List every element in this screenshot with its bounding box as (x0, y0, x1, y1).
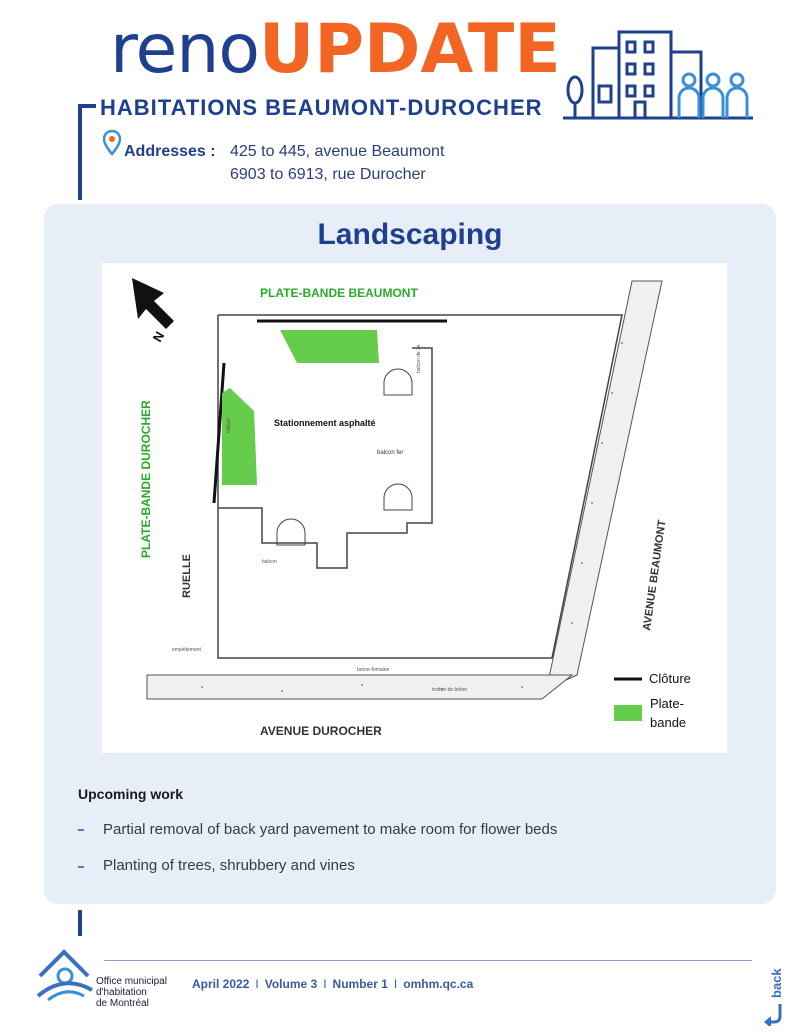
label-cloture-small: clôture (226, 417, 232, 433)
north-label: N (149, 328, 168, 345)
org-line-1: Office municipal (96, 976, 167, 987)
title-bold: UPDATE (259, 10, 561, 89)
issue-volume: Volume 3 (264, 977, 318, 991)
label-plate-bande-beaumont: PLATE-BANDE BEAUMONT (260, 286, 418, 300)
label-balcon: balcon (262, 559, 277, 565)
label-trottoir: trottoir de béton (432, 687, 468, 693)
accent-vertical-bar (78, 104, 82, 200)
upcoming-work-title: Upcoming work (78, 786, 184, 802)
label-plate-bande-durocher: PLATE-BANDE DUROCHER (139, 400, 153, 558)
label-borne-fontaine: borne-fontaine (357, 667, 390, 673)
label-ruelle: RUELLE (181, 554, 193, 598)
legend-fence-label: Clôture (649, 671, 691, 686)
issue-number: Number 1 (332, 977, 388, 991)
bullet-dash (78, 866, 84, 868)
footer-divider (104, 960, 752, 961)
buildings-people-icon (563, 28, 753, 124)
flower-bed-beaumont (280, 330, 379, 363)
accent-vertical-bar-bottom (78, 910, 82, 936)
label-balcon-fer: balcon fer (377, 450, 404, 456)
site-plan (102, 263, 727, 753)
back-label: back (769, 968, 784, 998)
org-line-3: de Montréal (96, 998, 149, 1009)
separator: I (255, 977, 259, 991)
label-avenue-beaumont: AVENUE BEAUMONT (641, 519, 669, 632)
separator: I (323, 977, 327, 991)
title-light: reno (110, 10, 259, 89)
newsletter-title (110, 10, 561, 90)
north-arrow-icon (132, 278, 174, 329)
addresses-label: Addresses : (124, 143, 216, 160)
location-pin-icon (103, 130, 121, 156)
upcoming-item-1: Partial removal of back yard pavement to make room for flower beds (103, 821, 558, 838)
newsletter-subtitle: HABITATIONS BEAUMONT-DUROCHER (100, 95, 543, 120)
separator: I (393, 977, 398, 991)
organization-name (96, 976, 167, 1009)
upcoming-item-2: Planting of trees, shrubbery and vines (103, 857, 355, 874)
org-line-2: d'habitation (96, 987, 147, 998)
label-empietement: empiètement (172, 647, 201, 653)
legend-bed-label-1: Plate- (650, 696, 684, 711)
label-parking: Stationnement asphalté (274, 418, 376, 428)
legend-bed-swatch (614, 705, 642, 721)
footer-meta (192, 977, 473, 991)
label-balcon-3e: balcon de 3e (416, 344, 422, 373)
bullet-dash (78, 829, 84, 831)
back-button[interactable] (760, 964, 788, 1028)
site-plan-drawing (102, 263, 727, 753)
website-link[interactable]: omhm.qc.ca (403, 977, 474, 991)
legend-bed-label-2: bande (650, 715, 687, 730)
back-arrow-icon (762, 1002, 786, 1026)
section-title: Landscaping (317, 218, 503, 251)
flower-bed-durocher (222, 388, 257, 485)
omhm-logo-icon (34, 946, 96, 1004)
address-line-1: 425 to 445, avenue Beaumont (230, 143, 445, 160)
issue-date: April 2022 (192, 977, 250, 991)
label-avenue-durocher: AVENUE DUROCHER (260, 724, 382, 738)
address-line-2: 6903 to 6913, rue Durocher (230, 166, 426, 183)
